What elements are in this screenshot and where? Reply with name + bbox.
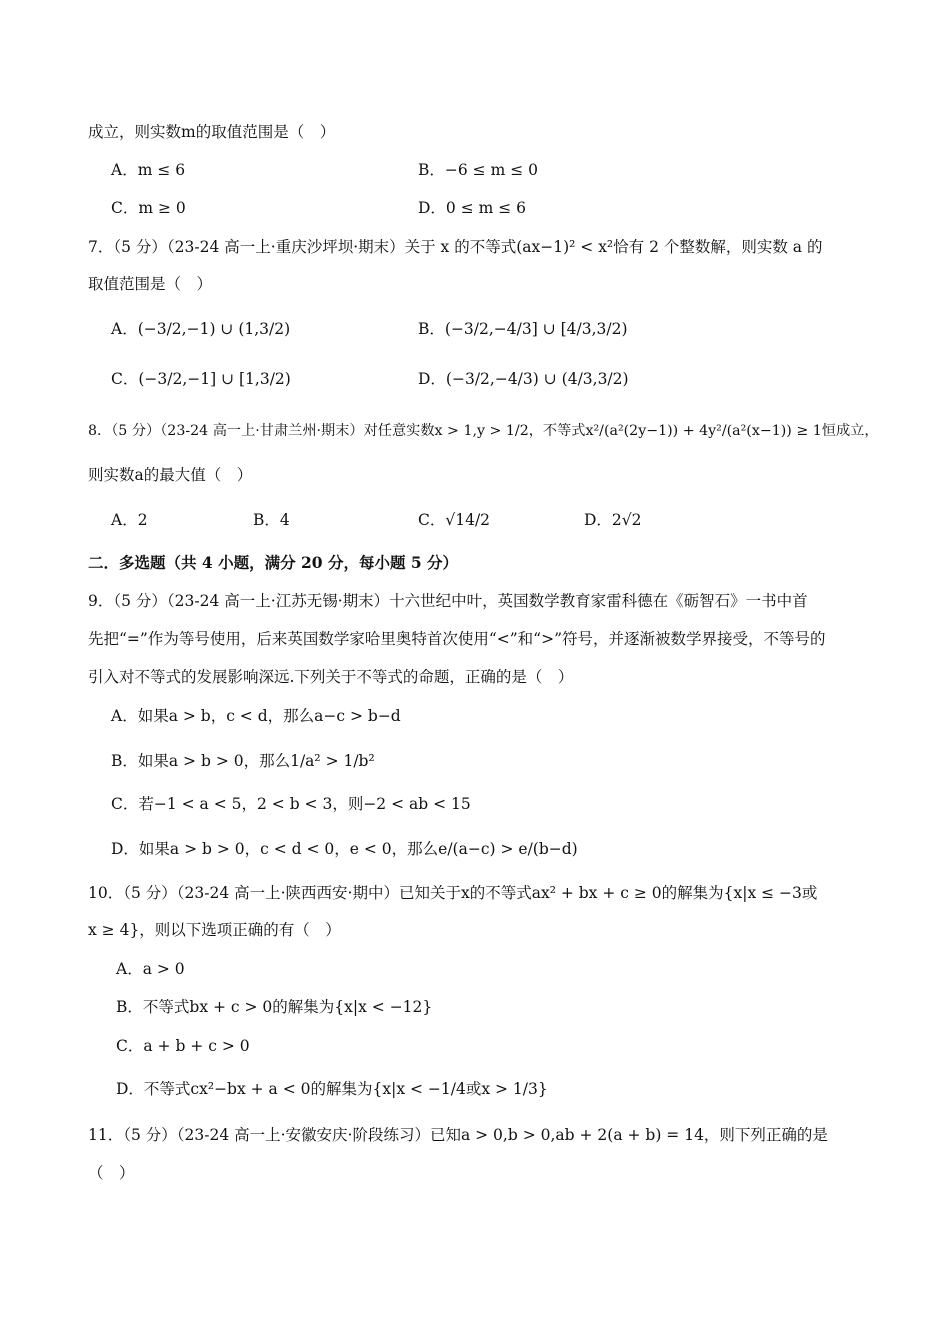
q7-option-c: C．(−3/2,−1] ∪ [1,3/2) — [111, 370, 291, 388]
q9-stem-line1: 9．（5 分）（23-24 高一上·江苏无锡·期末）十六世纪中叶，英国数学教育家雷科德在《砺智石》一书中首 — [88, 592, 808, 610]
q6-stem: 成立，则实数m的取值范围是（ ） — [88, 123, 336, 141]
q7-option-b: B．(−3/2,−4/3] ∪ [4/3,3/2) — [418, 320, 628, 338]
q9-stem-line2: 先把“=”作为等号使用，后来英国数学家哈里奥特首次使用“<”和“>”符号，并逐渐被数学界接受，不等号的 — [88, 630, 826, 648]
q10-stem-line1: 10．（5 分）（23-24 高一上·陕西西安·期中）已知关于x的不等式ax² + bx + c ≥ 0的解集为{x|x ≤ −3或 — [88, 884, 818, 902]
q10-option-b: B．不等式bx + c > 0的解集为{x|x < −12} — [116, 998, 433, 1016]
q6-option-a: A．m ≤ 6 — [111, 161, 186, 179]
section-heading-multi-choice: 二．多选题（共 4 小题，满分 20 分，每小题 5 分） — [88, 553, 459, 572]
q10-option-d: D．不等式cx²−bx + a < 0的解集为{x|x < −1/4或x > 1/3} — [116, 1080, 548, 1098]
q9-option-a: A．如果a > b，c < d，那么a−c > b−d — [111, 707, 401, 725]
q8-option-d: D．2√2 — [584, 511, 642, 529]
q10-option-a: A．a > 0 — [116, 960, 185, 978]
q11-stem-line2: （ ） — [88, 1164, 135, 1182]
q8-option-b: B．4 — [253, 511, 290, 529]
q11-stem-line1: 11．（5 分）（23-24 高一上·安徽安庆·阶段练习）已知a > 0,b > 0,ab + 2(a + b) = 14，则下列正确的是 — [88, 1126, 828, 1144]
q8-stem-line1: 8．（5 分）（23-24 高一上·甘肃兰州·期末）对任意实数x > 1,y > 1/2，不等式x²/(a²(2y−1)) + 4y²/(a²(x−1)) ≥ 1恒成立， — [88, 423, 879, 439]
q8-option-a: A．2 — [111, 511, 148, 529]
q8-stem-line2: 则实数a的最大值（ ） — [88, 466, 253, 484]
q6-option-d: D．0 ≤ m ≤ 6 — [418, 199, 527, 217]
q6-option-b: B．−6 ≤ m ≤ 0 — [418, 161, 538, 179]
q9-option-b: B．如果a > b > 0，那么1/a² > 1/b² — [111, 752, 375, 770]
q10-stem-line2: x ≥ 4}，则以下选项正确的有（ ） — [88, 921, 341, 939]
q7-stem-line1: 7．（5 分）（23-24 高一上·重庆沙坪坝·期末）关于 x 的不等式(ax−1)² < x²恰有 2 个整数解，则实数 a 的 — [88, 238, 823, 256]
q7-option-a: A．(−3/2,−1) ∪ (1,3/2) — [111, 320, 291, 338]
q6-option-c: C．m ≥ 0 — [111, 199, 186, 217]
q9-option-d: D．如果a > b > 0，c < d < 0，e < 0，那么e/(a−c) > e/(b−d) — [111, 840, 578, 858]
q7-stem-line2: 取值范围是（ ） — [88, 275, 213, 293]
q10-option-c: C．a + b + c > 0 — [116, 1037, 250, 1055]
q9-option-c: C．若−1 < a < 5，2 < b < 3，则−2 < ab < 15 — [111, 795, 471, 813]
q9-stem-line3: 引入对不等式的发展影响深远.下列关于不等式的命题，正确的是（ ） — [88, 668, 574, 686]
q8-option-c: C．√14/2 — [418, 511, 491, 529]
q7-option-d: D．(−3/2,−4/3) ∪ (4/3,3/2) — [418, 370, 629, 388]
